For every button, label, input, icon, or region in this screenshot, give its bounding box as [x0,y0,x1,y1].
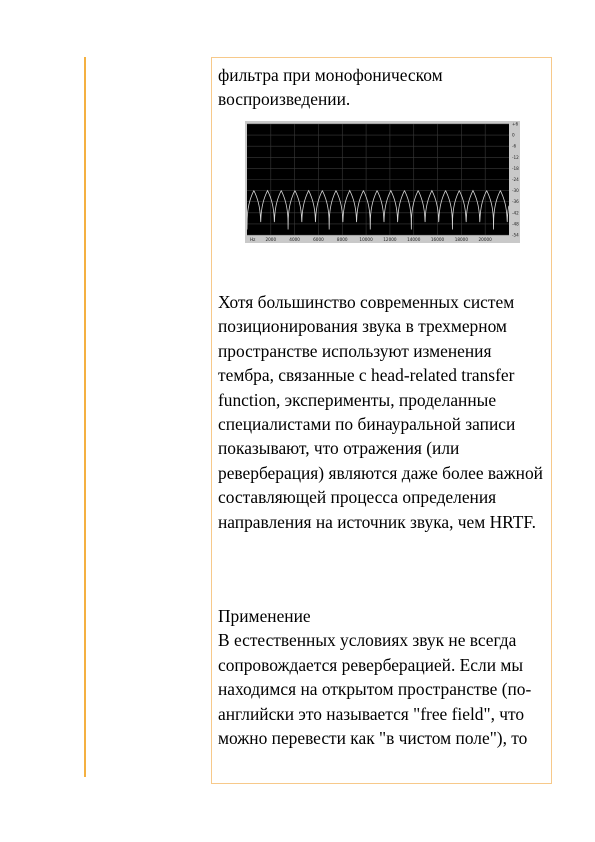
y-tick-label: -6 [512,143,517,149]
x-tick-label: 14000 [407,237,421,242]
x-tick-label: 4000 [289,237,300,242]
x-tick-label: 12000 [383,237,397,242]
y-tick-label: -42 [512,210,519,216]
x-tick-label: 8000 [336,237,348,242]
x-tick-label: 16000 [430,237,445,242]
y-tick-label: -36 [512,199,519,205]
section-heading: Применение [218,606,311,626]
application-paragraph: В естественных условиях звук не всегда сопровождается реверберацией. Если мы находимся на открытом пространстве (по-английски это называется "free field", что можно перевести как "в чистом поле"), то [218,630,532,749]
margin-rule [84,57,86,777]
x-tick-label: 10000 [359,237,373,242]
x-tick-label: 18000 [454,237,469,242]
intro-paragraph: фильтра при монофоническом воспроизведении. [218,65,443,110]
application-section [218,604,550,750]
y-tick-label: 0 [512,132,515,138]
y-tick-label: -12 [512,154,519,160]
y-tick-label: -18 [512,165,519,171]
y-tick-label: +6 [512,121,519,127]
x-tick-label: 6000 [313,237,324,242]
y-tick-label: -54 [512,232,519,238]
y-tick-label: -30 [512,188,519,194]
x-tick-label: 20000 [478,237,492,242]
x-tick-label: Hz [250,237,256,242]
frequency-response-chart [245,121,520,243]
y-tick-label: -48 [512,221,519,227]
x-tick-label: 2000 [265,237,277,242]
hrtf-paragraph: Хотя большинство современных систем позиционирования звука в трехмерном пространстве используют изменения тембра, связанные с head-related transfer function, эксперименты, проделанные специалистами по бинауральной записи показывают, что отражения (или реверберация) являются даже более важной составляющей процесса определения направления на источник звука, чем HRTF. [218,292,543,532]
y-tick-label: -24 [512,177,519,182]
